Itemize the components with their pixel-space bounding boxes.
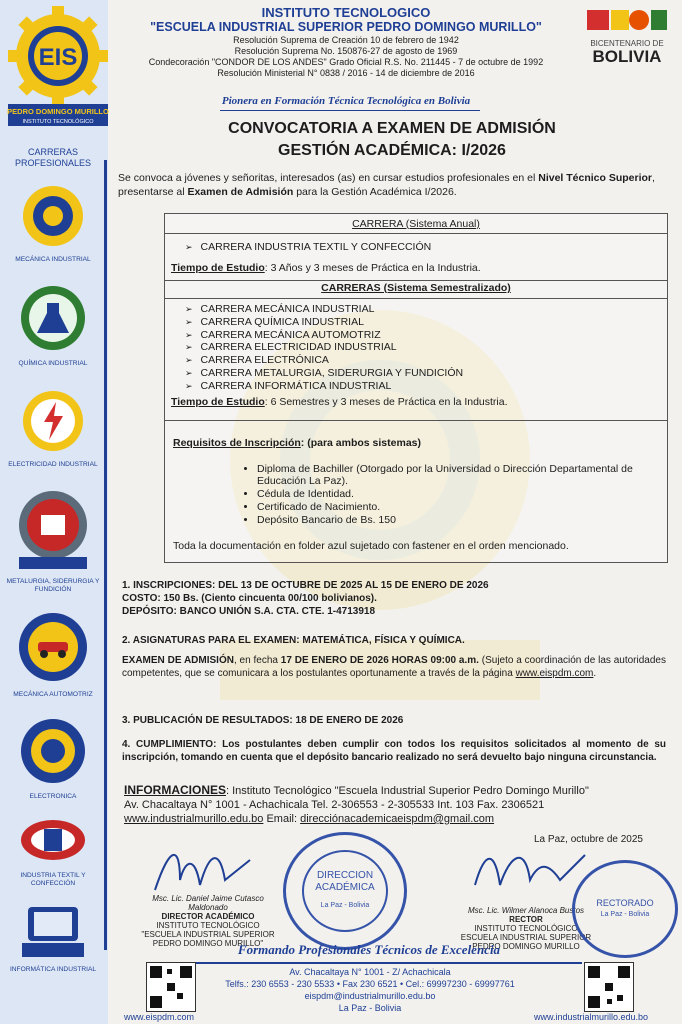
signature-right-icon (470, 840, 590, 900)
pionera-tagline: Pionera en Formación Técnica Tecnológica en Bolivia (221, 95, 471, 107)
computer-icon (16, 903, 90, 959)
resolution-2: Resolución Suprema No. 150876-27 de agosto de 1969 (234, 46, 458, 56)
req-title: Requisitos de Inscripción: (para ambos sistemas) (173, 437, 421, 449)
list-item: • Certificado de Nacimiento. (257, 501, 667, 514)
logo-sub: INSTITUTO TECNOLÓGICO (22, 119, 94, 125)
flask-icon (17, 283, 89, 353)
bicentenario-big: BOLIVIA (592, 47, 662, 66)
list-item: ➢ CARRERA METALURGIA, SIDERURGIA Y FUNDICIÓN (185, 367, 463, 380)
career-badge-textil (0, 815, 106, 888)
anual-header: CARRERA (Sistema Anual) (352, 218, 480, 230)
resolution-4: Resolución Ministerial N° 0838 / 2016 - 14 de diciembre de 2016 (217, 68, 475, 78)
school-name: "ESCUELA INDUSTRIAL SUPERIOR PEDRO DOMINGO MURILLO" (150, 20, 542, 34)
step-1: 1. INSCRIPCIONES: DEL 13 DE OCTUBRE DE 2025 AL 15 DE ENERO DE 2026 COSTO: 150 Bs. (Ciento cincuenta 00/100 bolivianos). DEPÓSITO: BANCO UNIÓN S.A. CTA. CTE. 1-4713918 (122, 580, 489, 617)
spool-icon (18, 815, 88, 865)
sem-list (185, 303, 463, 393)
intro-paragraph: Se convoca a jóvenes y señoritas, interesados (as) en cursar estudios profesionales en el Nivel Técnico Superior, presentarse al Examen de Admisión para la Gestión Académica I/2026. (118, 172, 655, 198)
header (118, 5, 574, 79)
stamp-rectorado: RECTORADO La Paz - Bolivia (572, 860, 678, 958)
email-link[interactable]: direcciónacademicaeispdm@gmail.com (300, 813, 495, 825)
footer-contact: Av. Chacaltaya N° 1001 - Z/ Achachicala Telfs.: 230 6553 - 230 5533 • Fax 230 6521 • Cel.: 69997230 - 69997761 eispdm@industrialmurillo.edu.bo La Paz - Bolivia (225, 967, 515, 1013)
list-item: ➢ CARRERA QUÍMICA INDUSTRIAL (185, 316, 463, 329)
bicentenario-icon (585, 6, 669, 34)
qr-left-label[interactable]: www.eispdm.com (124, 1012, 195, 1022)
logo-name: PEDRO DOMINGO MURILLO (7, 107, 109, 116)
anual-tiempo: Tiempo de Estudio: 3 Años y 3 meses de Práctica en la Industria. (171, 262, 481, 274)
list-item: ➢ CARRERA MECÁNICA INDUSTRIAL (185, 303, 463, 316)
anual-list (185, 241, 431, 254)
career-label: METALURGIA, SIDERURGIA Y FUNDICIÓN (6, 578, 100, 593)
list-item: ➢ CARRERA INDUSTRIA TEXTIL Y CONFECCIÓN (185, 241, 431, 254)
requirements-list (241, 463, 667, 527)
career-badge-informatica (0, 903, 106, 974)
career-badge-mecanica-automotriz (0, 610, 106, 699)
sidebar-title: CARRERAS PROFESIONALES (14, 147, 92, 168)
tagline-underline (220, 110, 480, 111)
footer-banner: Formando Profesionales Técnicos de Excelencia (156, 942, 582, 964)
sem-tiempo: Tiempo de Estudio: 6 Semestres y 3 meses de Práctica en la Industria. (171, 396, 508, 408)
title-line-1: CONVOCATORIA A EXAMEN DE ADMISIÓN (228, 120, 556, 137)
list-item: ➢ CARRERA ELECTRÓNICA (185, 354, 463, 367)
career-badge-electricidad-industrial (0, 388, 106, 469)
career-label: MECÁNICA INDUSTRIAL (15, 256, 91, 263)
web-link[interactable]: www.industrialmurillo.edu.bo (124, 813, 264, 825)
career-label: ELECTRONICA (29, 793, 77, 800)
career-label: INFORMÁTICA INDUSTRIAL (9, 966, 97, 973)
signature-left-icon (150, 840, 260, 900)
logo-text: EIS (38, 44, 78, 71)
qr-code-right-icon[interactable] (584, 962, 634, 1012)
resolution-3: Condecoración "CONDOR DE LOS ANDES" Grado Oficial R.S. No. 211445 - 7 de octubre de 1992 (148, 57, 544, 67)
step-2: 2. ASIGNATURAS PARA EL EXAMEN: MATEMÁTICA, FÍSICA Y QUÍMICA. EXAMEN DE ADMISIÓN, en fecha 17 DE ENERO DE 2026 HORAS 09:00 a.m. (Sujeto a coordinación de las autoridades competentes, que se comunicara a los postulantes oportunamente a través de la página www.eispdm.com. (122, 635, 666, 679)
stamp-direccion-academica: DIRECCION ACADÉMICA La Paz - Bolivia (283, 832, 407, 950)
signature-left-block: Msc. Lic. Daniel Jaime Cutasco Maldonado DIRECTOR ACADÉMICO INSTITUTO TECNOLÓGICO "ESCUELA INDUSTRIAL SUPERIOR PEDRO DOMINGO MURILLO" (141, 894, 275, 948)
sem-header: CARRERAS (Sistema Semestralizado) (321, 282, 511, 294)
school-logo (6, 6, 116, 128)
chip-icon (17, 716, 89, 786)
list-item: • Diploma de Bachiller (Otorgado por la Universidad o Dirección Departamental de Educación La Paz). (257, 463, 667, 489)
car-icon (16, 610, 90, 684)
career-badge-metalurgia (0, 487, 106, 594)
career-label: QUÍMICA INDUSTRIAL (18, 360, 88, 367)
step-4: 4. CUMPLIMIENTO: Los postulantes deben cumplir con todos los requisitos solicitados al momento de su inscripción, tomando en cuenta que el depósito bancario realizado no será devuelto bajo ninguna circunstancia. (122, 739, 666, 763)
place-date: La Paz, octubre de 2025 (534, 834, 643, 845)
list-item: ➢ CARRERA MECÁNICA AUTOMOTRIZ (185, 329, 463, 342)
exam-link[interactable]: www.eispdm.com (515, 668, 594, 679)
info-block: INFORMACIONES: Instituto Tecnológico "Escuela Industrial Superior Pedro Domingo Murillo" Av. Chacaltaya N° 1001 - Achachicala Tel. 2-306553 - 2-305533 Int. 103 Fax. 2306521 www.industrialmurillo.edu.bo Email: direcciónacademicaeispdm@gmail.com (124, 783, 589, 825)
institute-name: INSTITUTO TECNOLOGICO (261, 5, 431, 20)
bicentenario-logo (578, 6, 676, 66)
req-note: Toda la documentación en folder azul sujetado con fastener en el orden mencionado. (173, 540, 569, 552)
careers-box (164, 213, 668, 563)
qr-code-left-icon[interactable] (146, 962, 196, 1012)
lightning-icon (18, 388, 88, 454)
qr-right-label[interactable]: www.industrialmurillo.edu.bo (534, 1012, 649, 1022)
gear-icon (20, 183, 86, 249)
career-label: INDUSTRIA TEXTIL Y CONFECCIÓN (20, 872, 86, 887)
list-item: • Depósito Bancario de Bs. 150 (257, 514, 667, 527)
career-badge-mecanica-industrial (0, 183, 106, 264)
bicentenario-small: BICENTENARIO DE (590, 39, 664, 48)
career-badge-quimica-industrial (0, 283, 106, 368)
step-3: 3. PUBLICACIÓN DE RESULTADOS: 18 DE ENERO DE 2026 (122, 715, 404, 726)
signature-right-block: Msc. Lic. Wilmer Alanoca Bustos RECTOR INSTITUTO TECNOLÓGICO ESCUELA INDUSTRIAL SUPERIOR PEDRO DOMINGO MURILLO (460, 906, 592, 951)
career-badge-electronica (0, 716, 106, 801)
page-title (118, 118, 666, 162)
furnace-icon (15, 487, 91, 571)
list-item: • Cédula de Identidad. (257, 488, 667, 501)
career-label: MECÁNICA AUTOMOTRIZ (13, 691, 93, 698)
title-line-2: GESTIÓN ACADÉMICA: I/2026 (278, 142, 506, 159)
career-label: ELECTRICIDAD INDUSTRIAL (8, 461, 98, 468)
list-item: ➢ CARRERA ELECTRICIDAD INDUSTRIAL (185, 341, 463, 354)
resolution-1: Resolución Suprema de Creación 10 de febrero de 1942 (233, 35, 459, 45)
list-item: ➢ CARRERA INFORMÁTICA INDUSTRIAL (185, 380, 463, 393)
